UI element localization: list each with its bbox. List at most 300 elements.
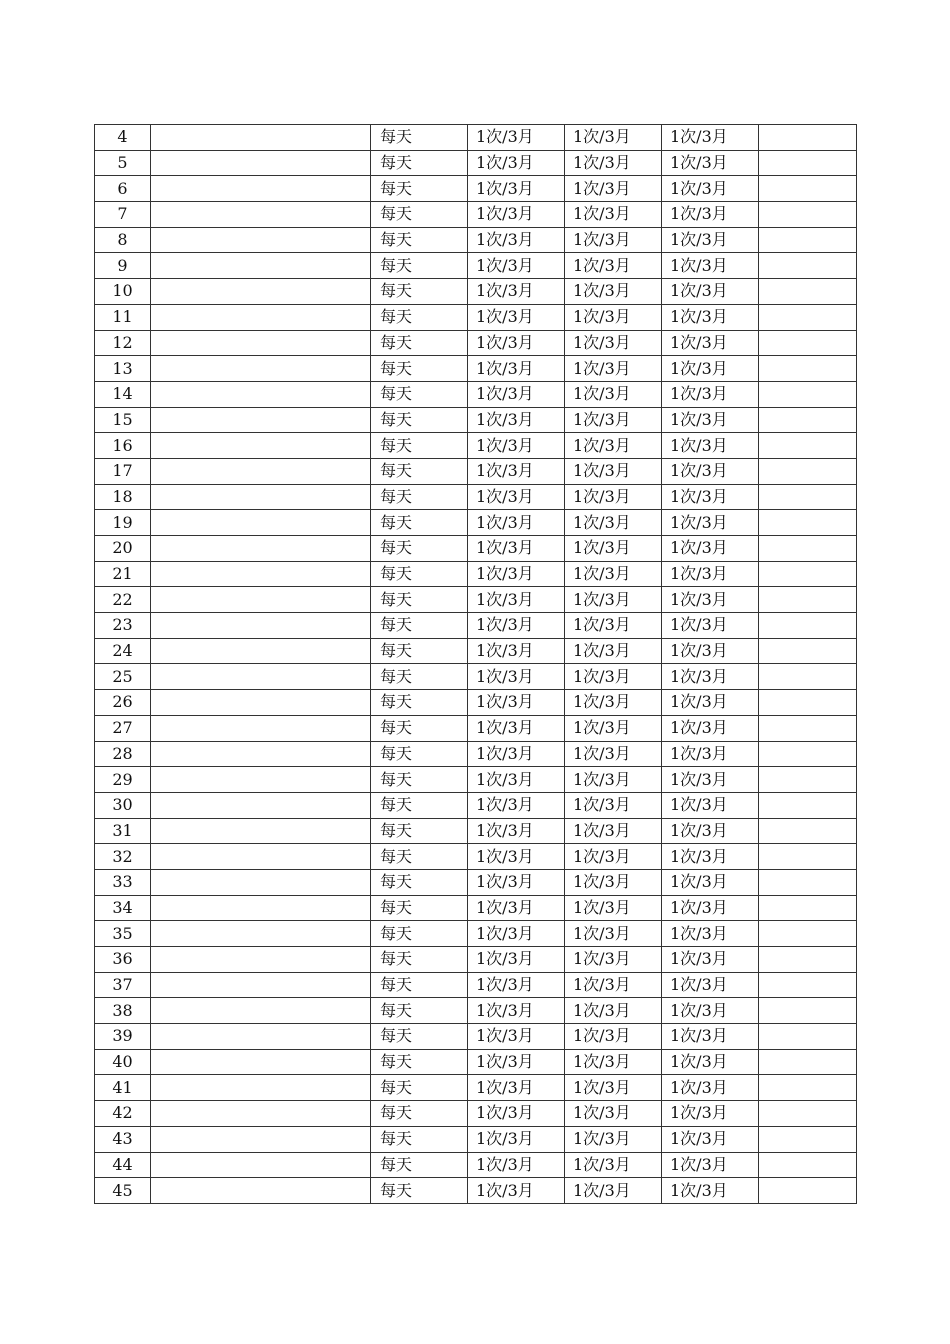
interval-cell-3: 1次/3月	[662, 972, 759, 998]
interval-cell-1: 1次/3月	[468, 202, 565, 228]
row-number-cell: 20	[95, 536, 151, 562]
interval-cell-2: 1次/3月	[565, 921, 662, 947]
interval-cell-2: 1次/3月	[565, 869, 662, 895]
table-row	[95, 202, 857, 228]
table-row	[95, 587, 857, 613]
interval-cell-2: 1次/3月	[565, 433, 662, 459]
item-name-cell	[151, 356, 371, 382]
interval-cell-3: 1次/3月	[662, 458, 759, 484]
frequency-cell: 每天	[371, 1024, 468, 1050]
table-row	[95, 1024, 857, 1050]
interval-cell-2: 1次/3月	[565, 1178, 662, 1204]
remarks-cell	[759, 227, 857, 253]
interval-cell-1: 1次/3月	[468, 407, 565, 433]
interval-cell-1: 1次/3月	[468, 613, 565, 639]
interval-cell-2: 1次/3月	[565, 587, 662, 613]
frequency-cell: 每天	[371, 433, 468, 459]
remarks-cell	[759, 433, 857, 459]
interval-cell-1: 1次/3月	[468, 869, 565, 895]
item-name-cell	[151, 330, 371, 356]
row-number-cell: 13	[95, 356, 151, 382]
frequency-cell: 每天	[371, 510, 468, 536]
interval-cell-1: 1次/3月	[468, 792, 565, 818]
frequency-cell: 每天	[371, 279, 468, 305]
interval-cell-2: 1次/3月	[565, 484, 662, 510]
table-row	[95, 484, 857, 510]
row-number-cell: 14	[95, 381, 151, 407]
row-number-cell: 41	[95, 1075, 151, 1101]
frequency-cell: 每天	[371, 1152, 468, 1178]
interval-cell-2: 1次/3月	[565, 536, 662, 562]
interval-cell-2: 1次/3月	[565, 510, 662, 536]
frequency-cell: 每天	[371, 921, 468, 947]
item-name-cell	[151, 381, 371, 407]
table-row	[95, 304, 857, 330]
row-number-cell: 32	[95, 844, 151, 870]
interval-cell-3: 1次/3月	[662, 1049, 759, 1075]
table-row	[95, 638, 857, 664]
interval-cell-1: 1次/3月	[468, 1101, 565, 1127]
interval-cell-1: 1次/3月	[468, 304, 565, 330]
row-number-cell: 23	[95, 613, 151, 639]
remarks-cell	[759, 844, 857, 870]
interval-cell-2: 1次/3月	[565, 972, 662, 998]
interval-cell-1: 1次/3月	[468, 176, 565, 202]
interval-cell-3: 1次/3月	[662, 407, 759, 433]
table-row	[95, 1126, 857, 1152]
remarks-cell	[759, 818, 857, 844]
remarks-cell	[759, 176, 857, 202]
table-row	[95, 458, 857, 484]
interval-cell-1: 1次/3月	[468, 1024, 565, 1050]
frequency-cell: 每天	[371, 1049, 468, 1075]
frequency-cell: 每天	[371, 304, 468, 330]
row-number-cell: 16	[95, 433, 151, 459]
interval-cell-1: 1次/3月	[468, 741, 565, 767]
interval-cell-2: 1次/3月	[565, 1126, 662, 1152]
row-number-cell: 34	[95, 895, 151, 921]
interval-cell-1: 1次/3月	[468, 536, 565, 562]
row-number-cell: 21	[95, 561, 151, 587]
interval-cell-2: 1次/3月	[565, 792, 662, 818]
frequency-cell: 每天	[371, 638, 468, 664]
interval-cell-2: 1次/3月	[565, 150, 662, 176]
item-name-cell	[151, 741, 371, 767]
interval-cell-3: 1次/3月	[662, 1126, 759, 1152]
frequency-cell: 每天	[371, 330, 468, 356]
frequency-cell: 每天	[371, 972, 468, 998]
frequency-cell: 每天	[371, 1178, 468, 1204]
row-number-cell: 43	[95, 1126, 151, 1152]
table-row	[95, 715, 857, 741]
interval-cell-3: 1次/3月	[662, 1075, 759, 1101]
row-number-cell: 18	[95, 484, 151, 510]
frequency-cell: 每天	[371, 227, 468, 253]
remarks-cell	[759, 330, 857, 356]
interval-cell-3: 1次/3月	[662, 690, 759, 716]
remarks-cell	[759, 510, 857, 536]
interval-cell-2: 1次/3月	[565, 458, 662, 484]
document-page	[94, 124, 856, 1204]
remarks-cell	[759, 1101, 857, 1127]
remarks-cell	[759, 253, 857, 279]
remarks-cell	[759, 792, 857, 818]
interval-cell-3: 1次/3月	[662, 844, 759, 870]
table-row	[95, 921, 857, 947]
interval-cell-1: 1次/3月	[468, 1152, 565, 1178]
interval-cell-2: 1次/3月	[565, 741, 662, 767]
remarks-cell	[759, 972, 857, 998]
row-number-cell: 26	[95, 690, 151, 716]
interval-cell-1: 1次/3月	[468, 279, 565, 305]
row-number-cell: 35	[95, 921, 151, 947]
item-name-cell	[151, 715, 371, 741]
interval-cell-2: 1次/3月	[565, 1101, 662, 1127]
table-row	[95, 150, 857, 176]
table-row	[95, 330, 857, 356]
table-row	[95, 998, 857, 1024]
item-name-cell	[151, 150, 371, 176]
table-row	[95, 741, 857, 767]
frequency-cell: 每天	[371, 202, 468, 228]
remarks-cell	[759, 998, 857, 1024]
interval-cell-2: 1次/3月	[565, 1049, 662, 1075]
table-row	[95, 176, 857, 202]
item-name-cell	[151, 227, 371, 253]
frequency-cell: 每天	[371, 844, 468, 870]
remarks-cell	[759, 125, 857, 151]
row-number-cell: 27	[95, 715, 151, 741]
remarks-cell	[759, 536, 857, 562]
frequency-cell: 每天	[371, 947, 468, 973]
item-name-cell	[151, 561, 371, 587]
table-row	[95, 818, 857, 844]
interval-cell-1: 1次/3月	[468, 998, 565, 1024]
interval-cell-1: 1次/3月	[468, 767, 565, 793]
interval-cell-2: 1次/3月	[565, 1152, 662, 1178]
interval-cell-2: 1次/3月	[565, 561, 662, 587]
interval-cell-3: 1次/3月	[662, 202, 759, 228]
interval-cell-3: 1次/3月	[662, 356, 759, 382]
remarks-cell	[759, 690, 857, 716]
frequency-cell: 每天	[371, 1101, 468, 1127]
interval-cell-2: 1次/3月	[565, 638, 662, 664]
row-number-cell: 9	[95, 253, 151, 279]
interval-cell-1: 1次/3月	[468, 818, 565, 844]
interval-cell-2: 1次/3月	[565, 690, 662, 716]
interval-cell-3: 1次/3月	[662, 176, 759, 202]
remarks-cell	[759, 715, 857, 741]
interval-cell-2: 1次/3月	[565, 176, 662, 202]
interval-cell-1: 1次/3月	[468, 972, 565, 998]
interval-cell-3: 1次/3月	[662, 510, 759, 536]
interval-cell-3: 1次/3月	[662, 895, 759, 921]
interval-cell-2: 1次/3月	[565, 613, 662, 639]
interval-cell-1: 1次/3月	[468, 510, 565, 536]
interval-cell-1: 1次/3月	[468, 253, 565, 279]
remarks-cell	[759, 484, 857, 510]
frequency-cell: 每天	[371, 381, 468, 407]
interval-cell-1: 1次/3月	[468, 947, 565, 973]
item-name-cell	[151, 921, 371, 947]
item-name-cell	[151, 767, 371, 793]
frequency-cell: 每天	[371, 818, 468, 844]
interval-cell-2: 1次/3月	[565, 227, 662, 253]
remarks-cell	[759, 458, 857, 484]
interval-cell-1: 1次/3月	[468, 921, 565, 947]
interval-cell-1: 1次/3月	[468, 638, 565, 664]
interval-cell-2: 1次/3月	[565, 664, 662, 690]
interval-cell-3: 1次/3月	[662, 150, 759, 176]
interval-cell-2: 1次/3月	[565, 407, 662, 433]
frequency-cell: 每天	[371, 356, 468, 382]
item-name-cell	[151, 484, 371, 510]
interval-cell-2: 1次/3月	[565, 1024, 662, 1050]
table-row	[95, 1075, 857, 1101]
frequency-cell: 每天	[371, 792, 468, 818]
interval-cell-1: 1次/3月	[468, 1178, 565, 1204]
frequency-cell: 每天	[371, 587, 468, 613]
interval-cell-1: 1次/3月	[468, 227, 565, 253]
row-number-cell: 25	[95, 664, 151, 690]
frequency-cell: 每天	[371, 1075, 468, 1101]
item-name-cell	[151, 690, 371, 716]
item-name-cell	[151, 433, 371, 459]
table-row	[95, 381, 857, 407]
item-name-cell	[151, 895, 371, 921]
row-number-cell: 17	[95, 458, 151, 484]
interval-cell-1: 1次/3月	[468, 587, 565, 613]
frequency-cell: 每天	[371, 690, 468, 716]
interval-cell-3: 1次/3月	[662, 381, 759, 407]
item-name-cell	[151, 613, 371, 639]
frequency-cell: 每天	[371, 1126, 468, 1152]
interval-cell-1: 1次/3月	[468, 125, 565, 151]
row-number-cell: 19	[95, 510, 151, 536]
interval-cell-1: 1次/3月	[468, 1075, 565, 1101]
frequency-cell: 每天	[371, 125, 468, 151]
remarks-cell	[759, 921, 857, 947]
row-number-cell: 42	[95, 1101, 151, 1127]
interval-cell-2: 1次/3月	[565, 767, 662, 793]
frequency-cell: 每天	[371, 253, 468, 279]
frequency-cell: 每天	[371, 741, 468, 767]
frequency-cell: 每天	[371, 176, 468, 202]
frequency-cell: 每天	[371, 613, 468, 639]
remarks-cell	[759, 407, 857, 433]
interval-cell-2: 1次/3月	[565, 715, 662, 741]
table-row	[95, 895, 857, 921]
item-name-cell	[151, 1152, 371, 1178]
remarks-cell	[759, 1178, 857, 1204]
interval-cell-3: 1次/3月	[662, 304, 759, 330]
remarks-cell	[759, 356, 857, 382]
row-number-cell: 45	[95, 1178, 151, 1204]
item-name-cell	[151, 947, 371, 973]
interval-cell-2: 1次/3月	[565, 356, 662, 382]
frequency-cell: 每天	[371, 484, 468, 510]
remarks-cell	[759, 202, 857, 228]
interval-cell-1: 1次/3月	[468, 330, 565, 356]
item-name-cell	[151, 510, 371, 536]
interval-cell-3: 1次/3月	[662, 998, 759, 1024]
interval-cell-2: 1次/3月	[565, 844, 662, 870]
row-number-cell: 29	[95, 767, 151, 793]
item-name-cell	[151, 536, 371, 562]
interval-cell-3: 1次/3月	[662, 818, 759, 844]
table-row	[95, 356, 857, 382]
row-number-cell: 30	[95, 792, 151, 818]
table-row	[95, 613, 857, 639]
table-row	[95, 561, 857, 587]
interval-cell-3: 1次/3月	[662, 227, 759, 253]
frequency-cell: 每天	[371, 664, 468, 690]
interval-cell-1: 1次/3月	[468, 690, 565, 716]
table-row	[95, 947, 857, 973]
row-number-cell: 11	[95, 304, 151, 330]
row-number-cell: 37	[95, 972, 151, 998]
interval-cell-2: 1次/3月	[565, 895, 662, 921]
interval-cell-2: 1次/3月	[565, 279, 662, 305]
item-name-cell	[151, 1075, 371, 1101]
table-row	[95, 279, 857, 305]
interval-cell-3: 1次/3月	[662, 536, 759, 562]
interval-cell-2: 1次/3月	[565, 330, 662, 356]
item-name-cell	[151, 1126, 371, 1152]
schedule-table	[94, 124, 857, 1204]
table-row	[95, 792, 857, 818]
remarks-cell	[759, 150, 857, 176]
interval-cell-3: 1次/3月	[662, 1101, 759, 1127]
remarks-cell	[759, 947, 857, 973]
row-number-cell: 7	[95, 202, 151, 228]
remarks-cell	[759, 1049, 857, 1075]
interval-cell-3: 1次/3月	[662, 561, 759, 587]
item-name-cell	[151, 998, 371, 1024]
row-number-cell: 39	[95, 1024, 151, 1050]
row-number-cell: 40	[95, 1049, 151, 1075]
item-name-cell	[151, 202, 371, 228]
interval-cell-3: 1次/3月	[662, 664, 759, 690]
interval-cell-3: 1次/3月	[662, 613, 759, 639]
interval-cell-2: 1次/3月	[565, 998, 662, 1024]
table-row	[95, 125, 857, 151]
interval-cell-3: 1次/3月	[662, 792, 759, 818]
interval-cell-3: 1次/3月	[662, 330, 759, 356]
item-name-cell	[151, 1178, 371, 1204]
item-name-cell	[151, 1101, 371, 1127]
frequency-cell: 每天	[371, 715, 468, 741]
interval-cell-1: 1次/3月	[468, 895, 565, 921]
interval-cell-3: 1次/3月	[662, 638, 759, 664]
remarks-cell	[759, 741, 857, 767]
table-row	[95, 407, 857, 433]
table-row	[95, 664, 857, 690]
row-number-cell: 28	[95, 741, 151, 767]
frequency-cell: 每天	[371, 561, 468, 587]
frequency-cell: 每天	[371, 767, 468, 793]
table-row	[95, 844, 857, 870]
table-row	[95, 227, 857, 253]
table-row	[95, 536, 857, 562]
table-row	[95, 869, 857, 895]
interval-cell-1: 1次/3月	[468, 458, 565, 484]
interval-cell-3: 1次/3月	[662, 125, 759, 151]
table-row	[95, 253, 857, 279]
interval-cell-3: 1次/3月	[662, 715, 759, 741]
table-row	[95, 1101, 857, 1127]
table-row	[95, 1152, 857, 1178]
interval-cell-2: 1次/3月	[565, 125, 662, 151]
row-number-cell: 31	[95, 818, 151, 844]
item-name-cell	[151, 125, 371, 151]
interval-cell-1: 1次/3月	[468, 356, 565, 382]
remarks-cell	[759, 638, 857, 664]
interval-cell-2: 1次/3月	[565, 202, 662, 228]
interval-cell-3: 1次/3月	[662, 433, 759, 459]
item-name-cell	[151, 792, 371, 818]
interval-cell-3: 1次/3月	[662, 279, 759, 305]
row-number-cell: 12	[95, 330, 151, 356]
table-row	[95, 690, 857, 716]
item-name-cell	[151, 304, 371, 330]
item-name-cell	[151, 279, 371, 305]
row-number-cell: 5	[95, 150, 151, 176]
remarks-cell	[759, 613, 857, 639]
row-number-cell: 8	[95, 227, 151, 253]
frequency-cell: 每天	[371, 869, 468, 895]
remarks-cell	[759, 1075, 857, 1101]
remarks-cell	[759, 304, 857, 330]
interval-cell-3: 1次/3月	[662, 587, 759, 613]
remarks-cell	[759, 1126, 857, 1152]
remarks-cell	[759, 279, 857, 305]
frequency-cell: 每天	[371, 150, 468, 176]
item-name-cell	[151, 176, 371, 202]
interval-cell-1: 1次/3月	[468, 1126, 565, 1152]
item-name-cell	[151, 638, 371, 664]
row-number-cell: 6	[95, 176, 151, 202]
remarks-cell	[759, 767, 857, 793]
interval-cell-3: 1次/3月	[662, 253, 759, 279]
table-row	[95, 767, 857, 793]
interval-cell-3: 1次/3月	[662, 1178, 759, 1204]
table-row	[95, 1178, 857, 1204]
row-number-cell: 15	[95, 407, 151, 433]
frequency-cell: 每天	[371, 407, 468, 433]
interval-cell-2: 1次/3月	[565, 818, 662, 844]
interval-cell-3: 1次/3月	[662, 1152, 759, 1178]
row-number-cell: 36	[95, 947, 151, 973]
interval-cell-3: 1次/3月	[662, 767, 759, 793]
interval-cell-3: 1次/3月	[662, 484, 759, 510]
interval-cell-3: 1次/3月	[662, 1024, 759, 1050]
item-name-cell	[151, 253, 371, 279]
row-number-cell: 10	[95, 279, 151, 305]
table-body	[95, 125, 857, 1204]
interval-cell-2: 1次/3月	[565, 1075, 662, 1101]
row-number-cell: 22	[95, 587, 151, 613]
frequency-cell: 每天	[371, 998, 468, 1024]
interval-cell-1: 1次/3月	[468, 715, 565, 741]
row-number-cell: 24	[95, 638, 151, 664]
table-row	[95, 972, 857, 998]
interval-cell-2: 1次/3月	[565, 253, 662, 279]
interval-cell-1: 1次/3月	[468, 150, 565, 176]
remarks-cell	[759, 664, 857, 690]
interval-cell-3: 1次/3月	[662, 869, 759, 895]
row-number-cell: 4	[95, 125, 151, 151]
